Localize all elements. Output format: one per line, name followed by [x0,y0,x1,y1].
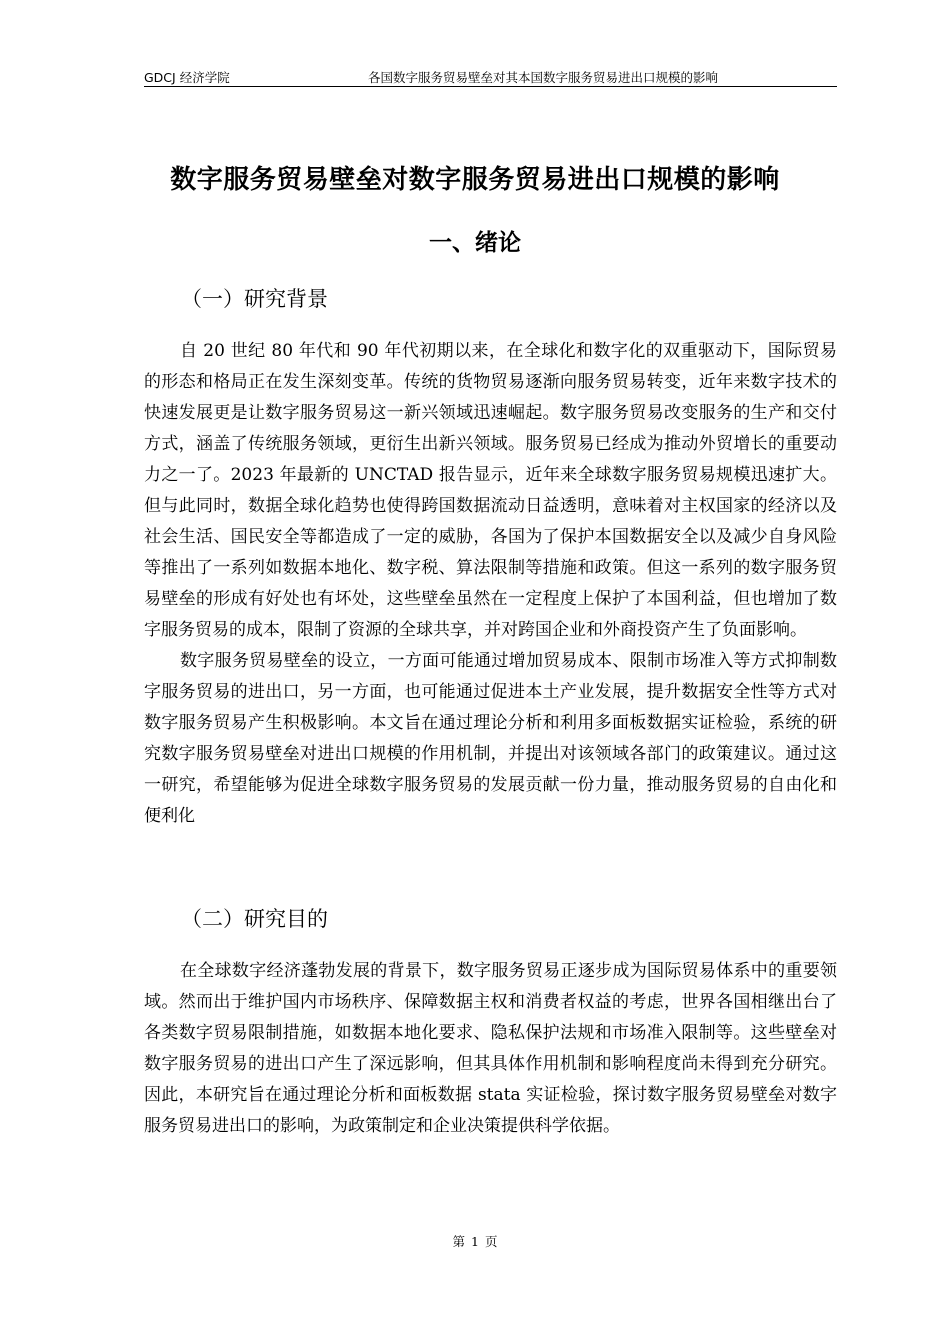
footer-prefix: 第 [452,1234,466,1249]
paragraph: 数字服务贸易壁垒的设立，一方面可能通过增加贸易成本、限制市场准入等方式抑制数字服务贸易的进出口，另一方面，也可能通过促进本土产业发展，提升数据安全性等方式对数字服务贸易产生积极影响。本文旨在通过理论分析和利用多面板数据实证检验，系统的研究数字服务贸易壁垒对进出口规模的作用机制，并提出对该领域各部门的政策建议。通过这一研究，希望能够为促进全球数字服务贸易的发展贡献一份力量，推动服务贸易的自由化和便利化 [144,651,837,826]
paragraph: 自 20 世纪 80 年代和 90 年代初期以来，在全球化和数字化的双重驱动下，国际贸易的形态和格局正在发生深刻变革。传统的货物贸易逐渐向服务贸易转变，近年来数字技术的快速发展更是让数字服务贸易这一新兴领域迅速崛起。数字服务贸易改变服务的生产和交付方式，涵盖了传统服务领域，更衍生出新兴领域。服务贸易已经成为推动外贸增长的重要动力之一了。2023 年最新的 UNCTAD 报告显示，近年来全球数字服务贸易规模迅速扩大。但与此同时，数据全球化趋势也使得跨国数据流动日益透明，意味着对主权国家的经济以及社会生活、国民安全等都造成了一定的威胁，各国为了保护本国数据安全以及减少自身风险等推出了一系列如数据本地化、数字税、算法限制等措施和政策。但这一系列的数字服务贸易壁垒的形成有好处也有坏处，这些壁垒虽然在一定程度上保护了本国利益，但也增加了数字服务贸易的成本，限制了资源的全球共享，并对跨国企业和外商投资产生了负面影响。 [144,341,837,640]
section-body-background [144,336,837,832]
page-header [144,66,837,87]
document-title: 数字服务贸易壁垒对数字服务贸易进出口规模的影响 [170,165,780,195]
paragraph: 在全球数字经济蓬勃发展的背景下，数字服务贸易正逐步成为国际贸易体系中的重要领域。然而出于维护国内市场秩序、保障数据主权和消费者权益的考虑，世界各国相继出台了各类数字贸易限制措施，如数据本地化要求、隐私保护法规和市场准入限制等。这些壁垒对数字服务贸易的进出口产生了深远影响，但其具体作用机制和影响程度尚未得到充分研究。因此，本研究旨在通过理论分析和面板数据 stata 实证检验，探讨数字服务贸易壁垒对数字服务贸易进出口的影响，为政策制定和企业决策提供科学依据。 [144,961,837,1136]
header-left: GDCJ 经济学院 [144,70,230,85]
header-right: 各国数字服务贸易壁垒对其本国数字服务贸易进出口规模的影响 [368,70,719,85]
section-body-purpose [144,956,837,1142]
page-footer [0,1232,950,1250]
chapter-heading: 一、绪论 [429,230,521,256]
section-heading-purpose: （二）研究目的 [181,907,328,931]
page-number: 1 [471,1234,479,1249]
section-heading-background: （一）研究背景 [181,287,328,311]
footer-suffix: 页 [484,1234,498,1249]
